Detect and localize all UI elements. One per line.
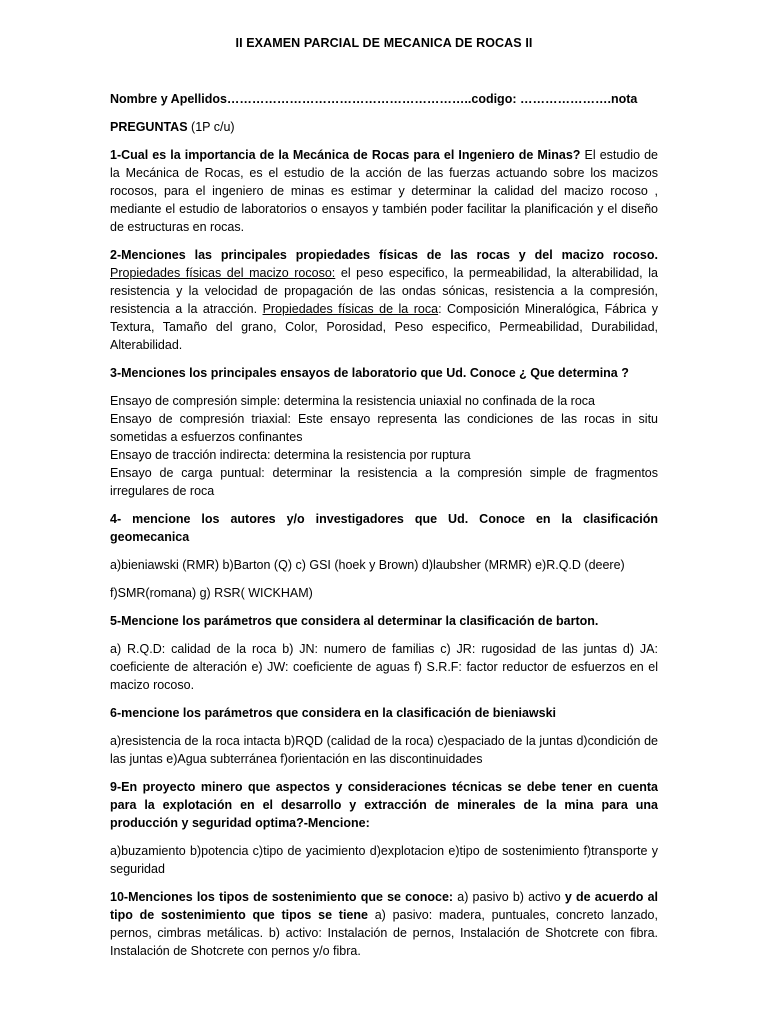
question-2-answer-macizo: el peso especifico, la permeabilidad, la alterabilidad, la resistencia y la velocidad de propagación de las ondas sónicas, resistencia a la compresión, resistencia a la atracción.	[110, 266, 658, 316]
student-info-line: Nombre y Apellidos…………………………………………………..codigo: ………………….nota	[110, 92, 638, 106]
preguntas-heading	[110, 118, 658, 136]
question-4-answer-line-2: f)SMR(romana) g) RSR( WICKHAM)	[110, 586, 313, 600]
question-5-answer: a) R.Q.D: calidad de la roca b) JN: numero de familias c) JR: rugosidad de las juntas d) JA: coeficiente de alteración e) JW: coeficiente de aguas f) S.R.F: factor reductor de esfuerzos en el macizo rocoso.	[110, 642, 658, 692]
question-3-answer-2: Ensayo de compresión triaxial: Este ensayo representa las condiciones de las rocas in situ sometidas a esfuerzos confinantes	[110, 412, 658, 444]
question-4-text: 4- mencione los autores y/o investigadores que Ud. Conoce en la clasificación geomecanica	[110, 512, 658, 544]
question-1	[110, 146, 658, 236]
exam-title: II EXAMEN PARCIAL DE MECANICA DE ROCAS II	[235, 36, 533, 50]
question-10-text: 10-Menciones los tipos de sostenimiento que se conoce:	[110, 890, 454, 904]
question-2-answer-roca: : Composición Mineralógica, Fábrica y Textura, Tamaño del grano, Color, Porosidad, Peso especifico, Permeabilidad, Durabilidad, Alterabilidad.	[110, 302, 658, 352]
question-3-answer-3: Ensayo de tracción indirecta: determina la resistencia por ruptura	[110, 448, 471, 462]
question-10-answer-a: a) pasivo b) activo	[453, 890, 565, 904]
question-2	[110, 246, 658, 354]
question-6-answer: a)resistencia de la roca intacta b)RQD (calidad de la roca) c)espaciado de la juntas d)condición de las juntas e)Agua subterránea f)orientación en las discontinuidades	[110, 734, 658, 766]
question-9-answer: a)buzamiento b)potencia c)tipo de yacimiento d)explotacion e)tipo de sostenimiento f)transporte y seguridad	[110, 844, 658, 876]
question-10-text-cont: y de acuerdo al tipo de sostenimiento que tipos se tiene	[110, 890, 658, 922]
question-2-label-macizo: Propiedades físicas del macizo rocoso:	[110, 266, 336, 280]
question-5-text: 5-Mencione los parámetros que considera al determinar la clasificación de barton.	[110, 614, 599, 628]
question-10	[110, 888, 658, 960]
question-6-text: 6-mencione los parámetros que considera en la clasificación de bieniawski	[110, 706, 556, 720]
question-10-answer-b: a) pasivo: madera, puntuales, concreto lanzado, pernos, cimbras metálicas. b) activo: Instalación de pernos, Instalación de Shotcrete con fibra. Instalación de Shotcrete con pernos y/o fibra.	[110, 908, 658, 958]
question-2-label-roca: Propiedades físicas de la roca	[262, 302, 439, 316]
question-3-answer-1: Ensayo de compresión simple: determina la resistencia uniaxial no confinada de la roca	[110, 394, 595, 408]
preguntas-points: (1P c/u)	[187, 120, 235, 134]
question-2-text: 2-Menciones las principales propiedades físicas de las rocas y del macizo rocoso.	[110, 248, 658, 262]
question-1-answer: El estudio de la Mecánica de Rocas, es el estudio de la acción de las fuerzas actuando sobre los macizos rocosos, para el ingeniero de minas es estimar y determinar la calidad del macizo rocoso , mediante el estudio de laboratorios o ensayos y también poder facilitar la planificación y el diseño de estructuras en rocas.	[110, 148, 658, 234]
question-9-text: 9-En proyecto minero que aspectos y consideraciones técnicas se debe tener en cuenta para la explotación en el desarrollo y extracción de minerales de la mina para una producción y seguridad optima?-Mencione:	[110, 780, 658, 830]
preguntas-label: PREGUNTAS	[110, 120, 188, 134]
question-3-answer-4: Ensayo de carga puntual: determinar la resistencia a la compresión simple de fragmentos irregulares de roca	[110, 466, 658, 498]
question-1-text: 1-Cual es la importancia de la Mecánica de Rocas para el Ingeniero de Minas?	[110, 148, 581, 162]
question-3-answers	[110, 392, 658, 500]
question-4-answer-line-1: a)bieniawski (RMR) b)Barton (Q) c) GSI (hoek y Brown) d)laubsher (MRMR) e)R.Q.D (deere)	[110, 558, 625, 572]
question-3-text: 3-Menciones los principales ensayos de laboratorio que Ud. Conoce ¿ Que determina ?	[110, 366, 629, 380]
document-body	[110, 90, 658, 970]
